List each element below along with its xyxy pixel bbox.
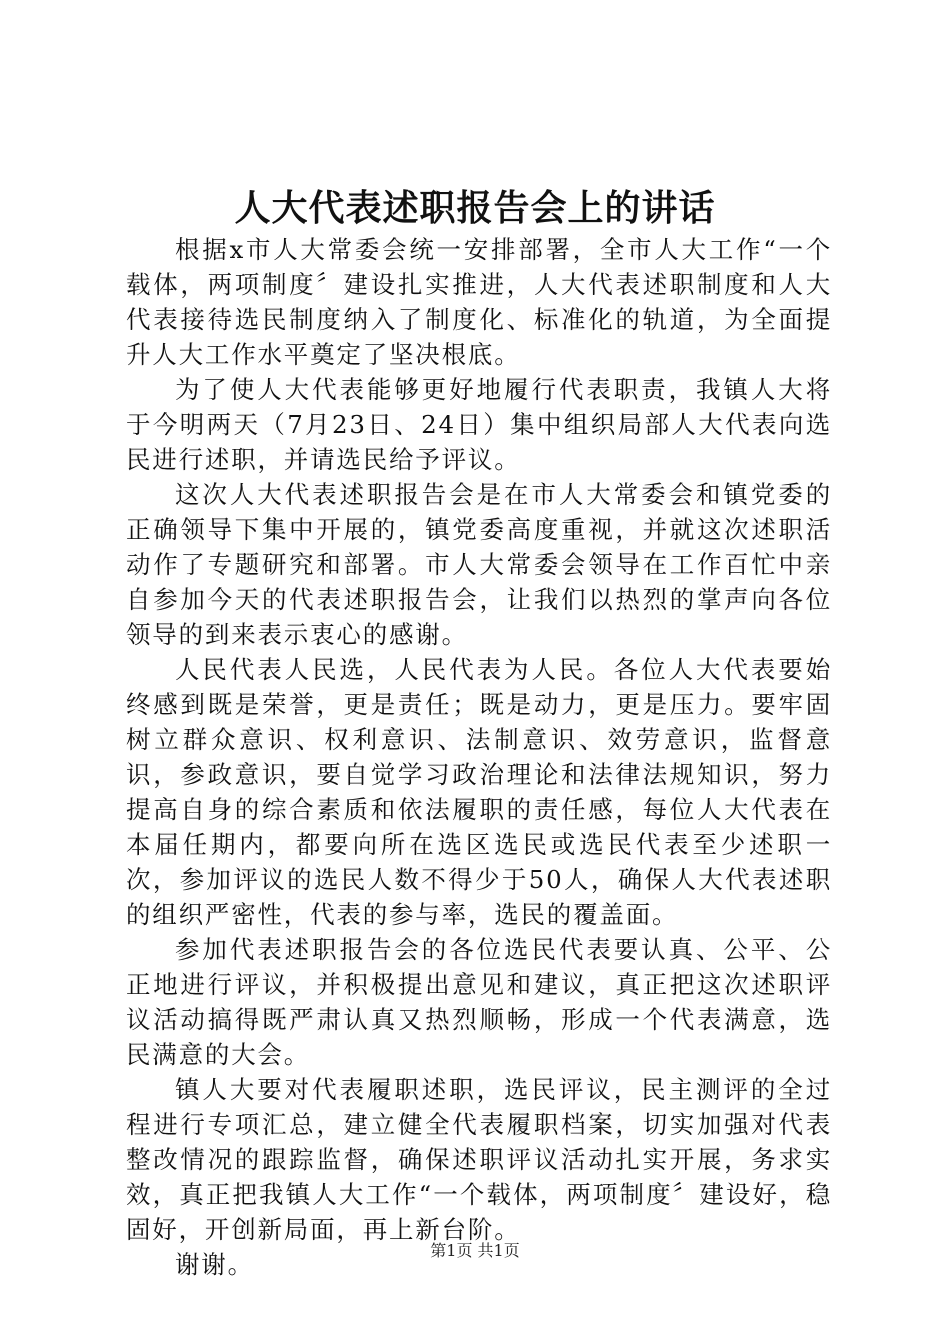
paragraph: 根据x市人大常委会统一安排部署，全市人大工作“一个载体，两项制度〞建设扎实推进，人大代表述职制度和人大代表接待选民制度纳入了制度化、标准化的轨道，为全面提升人大工作水平奠定了坚决根底。 (126, 235, 832, 369)
paragraph: 参加代表述职报告会的各位选民代表要认真、公平、公正地进行评议，并积极提出意见和建议，真正把这次述职评议活动搞得既严肃认真又热烈顺畅，形成一个代表满意，选民满意的大会。 (126, 935, 832, 1069)
document-title: 人大代表述职报告会上的讲话 (234, 187, 716, 229)
page-footer: 第1页 共1页 (430, 1241, 520, 1260)
paragraph: 谢谢。 (175, 1250, 254, 1279)
paragraph: 人民代表人民选，人民代表为人民。各位人大代表要始终感到既是荣誉，更是责任；既是动力，更是压力。要牢固树立群众意识、权利意识、法制意识、效劳意识，监督意识，参政意识，要自觉学习政治理论和法律法规知识，努力提高自身的综合素质和依法履职的责任感，每位人大代表在本届任期内，都要向所在选区选民或选民代表至少述职一次，参加评议的选民人数不得少于50人，确保人大代表述职的组织严密性，代表的参与率，选民的覆盖面。 (126, 655, 832, 929)
paragraph: 镇人大要对代表履职述职，选民评议，民主测评的全过程进行专项汇总，建立健全代表履职档案，切实加强对代表整改情况的跟踪监督，确保述职评议活动扎实开展，务求实效，真正把我镇人大工作“一个载体，两项制度〞建设好，稳固好，开创新局面，再上新台阶。 (126, 1075, 832, 1244)
paragraph: 为了使人大代表能够更好地履行代表职责，我镇人大将于今明两天（7月23日、24日）集中组织局部人大代表向选民进行述职，并请选民给予评议。 (126, 375, 832, 474)
paragraph: 这次人大代表述职报告会是在市人大常委会和镇党委的正确领导下集中开展的，镇党委高度重视，并就这次述职活动作了专题研究和部署。市人大常委会领导在工作百忙中亲自参加今天的代表述职报告会，让我们以热烈的掌声向各位领导的到来表示衷心的感谢。 (126, 480, 832, 649)
document-body (126, 232, 832, 1282)
